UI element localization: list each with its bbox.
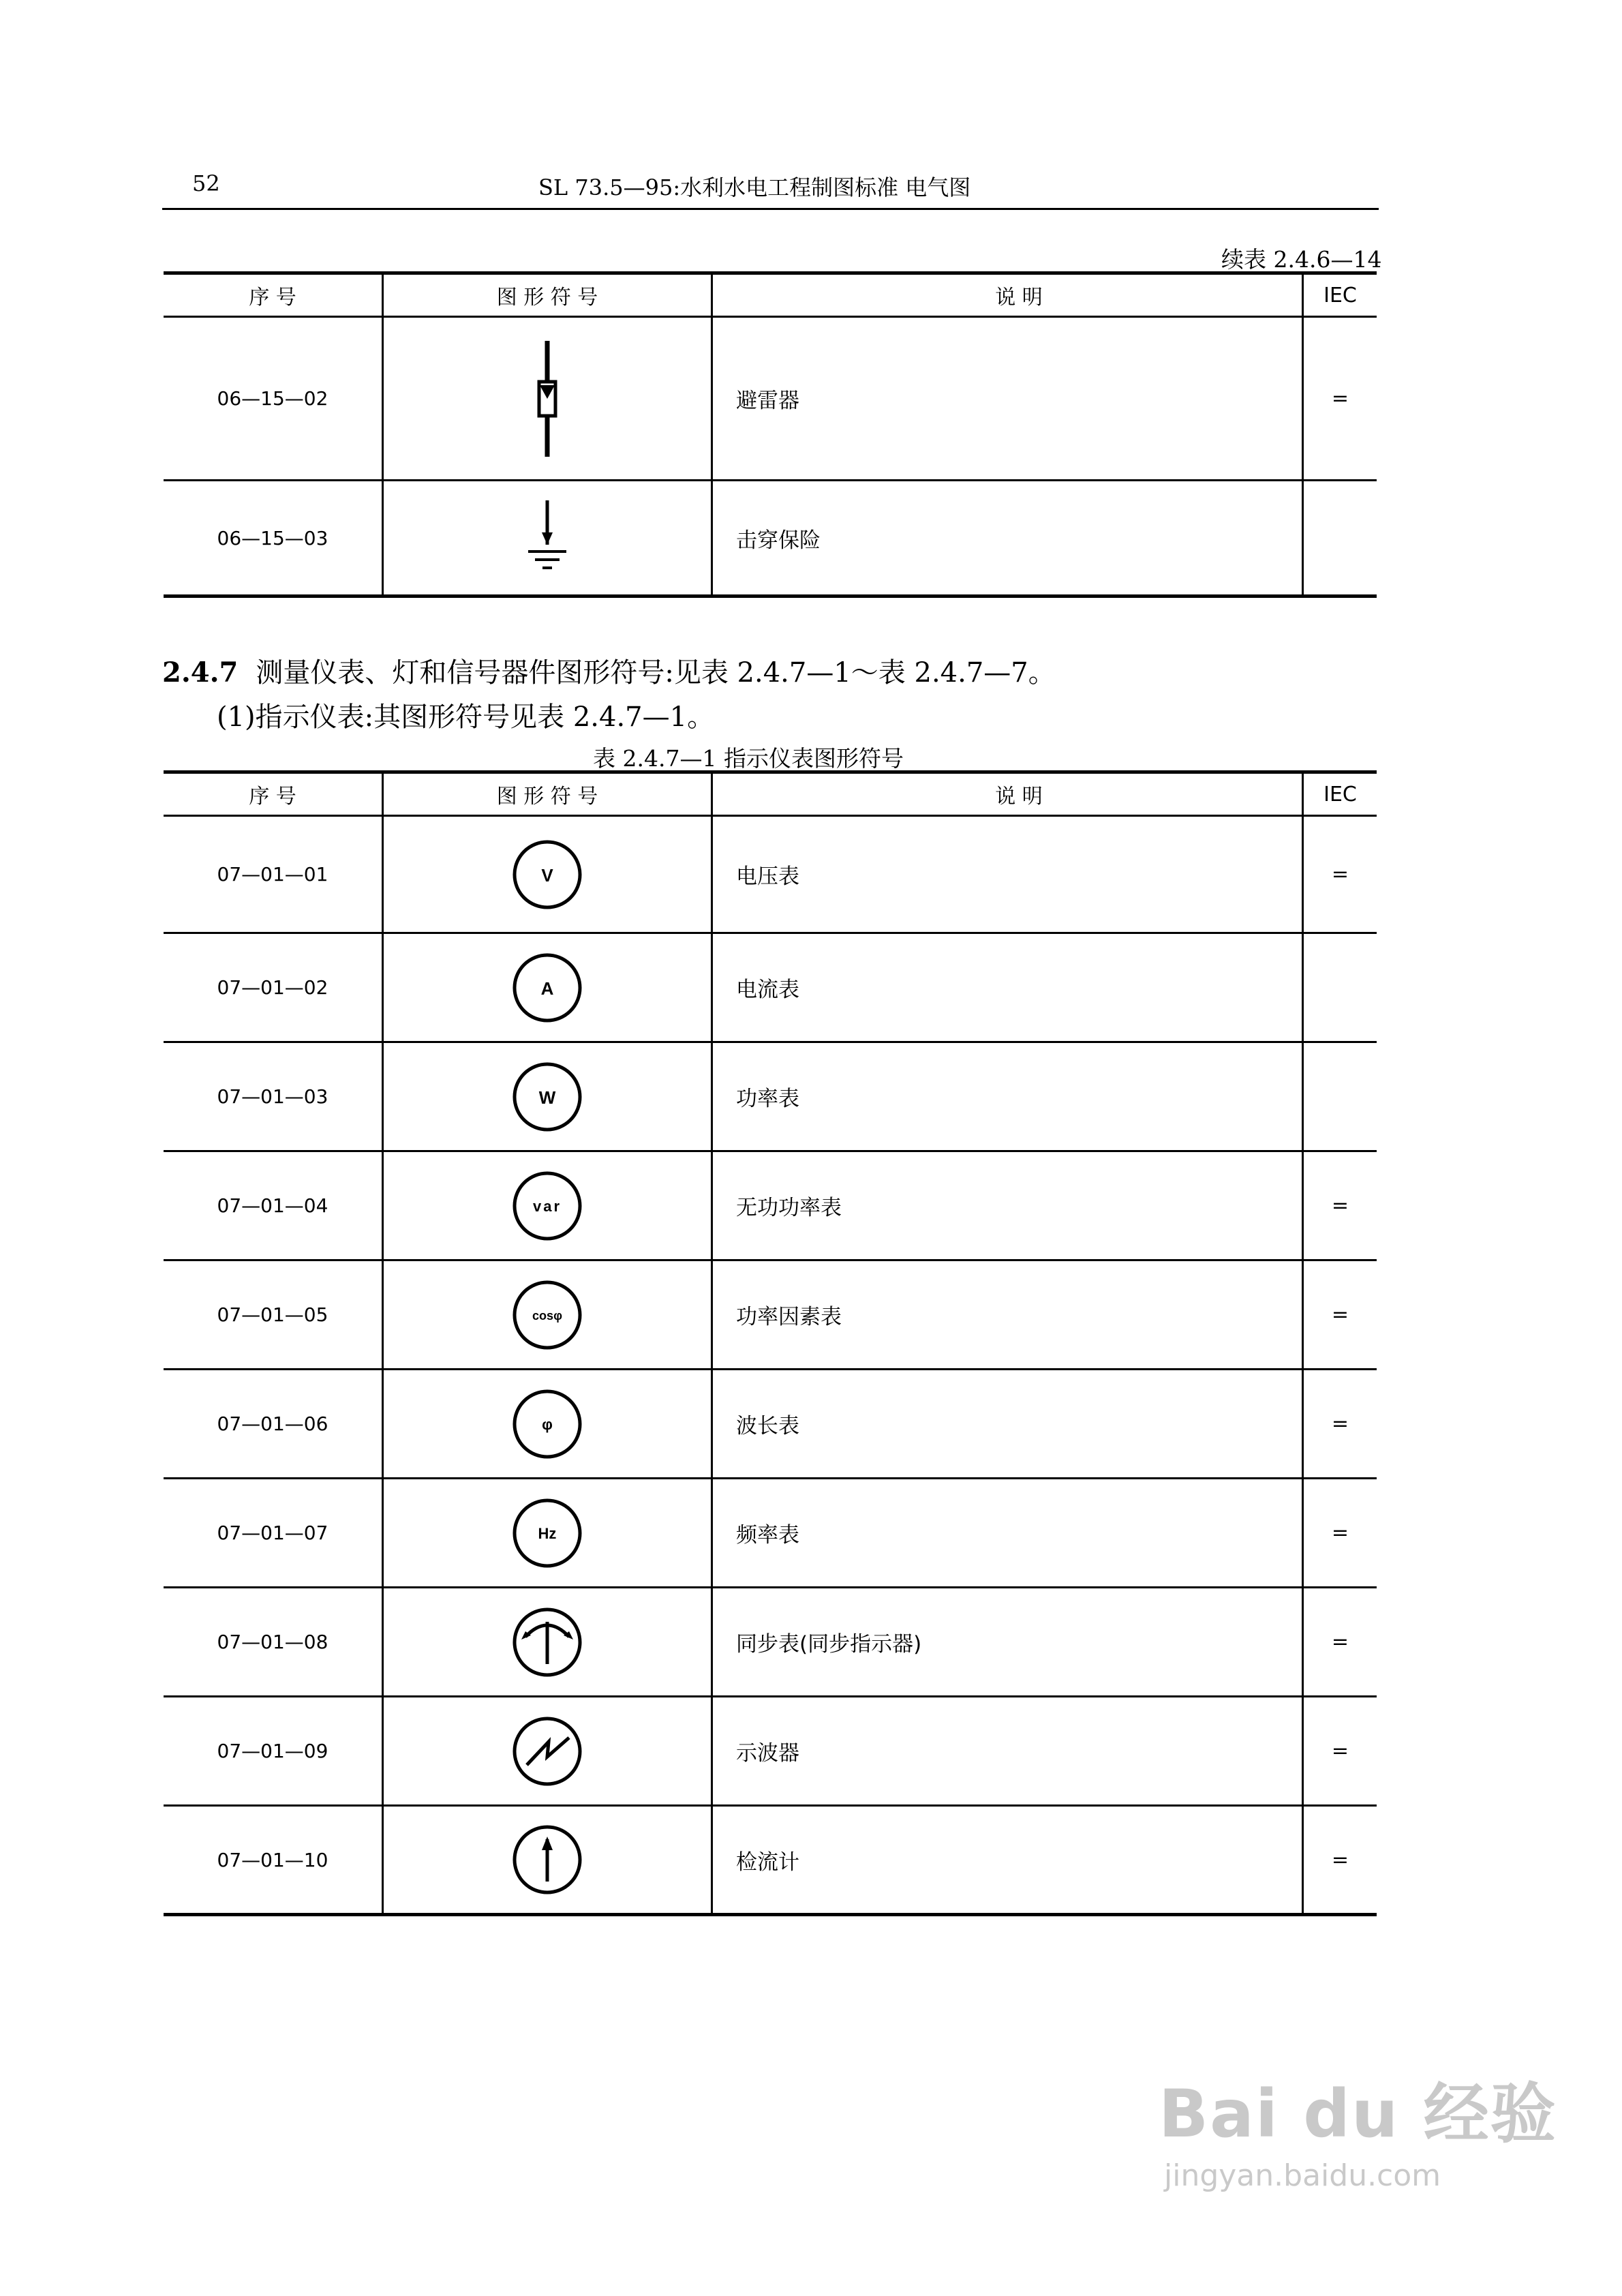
table-row <box>164 1042 1377 1151</box>
col-header-desc: 说 明 <box>712 273 1303 317</box>
col-header-iec: IEC <box>1303 772 1377 816</box>
row-iec: = <box>1303 1370 1377 1479</box>
table-row <box>164 1588 1377 1697</box>
varmeter-icon <box>506 1165 588 1247</box>
row-iec <box>1303 933 1377 1042</box>
row-seq: 07—01—02 <box>164 933 383 1042</box>
row-seq: 07—01—03 <box>164 1042 383 1151</box>
row-iec <box>1303 481 1377 596</box>
symbol-cell <box>383 816 712 933</box>
col-header-desc: 说 明 <box>712 772 1303 816</box>
power-factor-meter-icon <box>506 1274 588 1356</box>
table-row <box>164 1697 1377 1806</box>
table-row <box>164 933 1377 1042</box>
row-seq: 07—01—09 <box>164 1697 383 1806</box>
meter-label: var <box>532 1197 562 1215</box>
symbol-cell <box>383 1151 712 1260</box>
symbol-cell <box>383 1806 712 1915</box>
row-seq: 07—01—01 <box>164 816 383 933</box>
table2 <box>164 770 1377 1916</box>
watermark-url: jingyan.baidu.com <box>1164 2158 1441 2193</box>
symbol-cell <box>383 1479 712 1588</box>
symbol-cell <box>383 481 712 596</box>
table-row <box>164 1260 1377 1370</box>
row-seq: 07—01—05 <box>164 1260 383 1370</box>
meter-label: V <box>541 864 553 886</box>
table-row <box>164 481 1377 596</box>
section-text: 测量仪表、灯和信号器件图形符号:见表 2.4.7—1～表 2.4.7—7。 <box>256 657 1056 689</box>
table-row <box>164 1151 1377 1260</box>
row-desc: 电流表 <box>712 933 1303 1042</box>
galvanometer-icon <box>506 1819 588 1901</box>
row-iec: = <box>1303 1806 1377 1915</box>
row-desc: 电压表 <box>712 816 1303 933</box>
symbol-cell <box>383 1042 712 1151</box>
row-iec: = <box>1303 816 1377 933</box>
section-heading <box>162 651 1056 690</box>
row-desc: 避雷器 <box>712 317 1303 481</box>
table1 <box>164 271 1377 598</box>
row-iec: = <box>1303 1151 1377 1260</box>
meter-label: Hz <box>538 1524 557 1542</box>
ammeter-icon <box>506 947 588 1029</box>
voltmeter-icon <box>506 834 588 916</box>
symbol-cell <box>383 1370 712 1479</box>
row-desc: 功率表 <box>712 1042 1303 1151</box>
table-row <box>164 816 1377 933</box>
row-iec: = <box>1303 1697 1377 1806</box>
row-iec <box>1303 1042 1377 1151</box>
meter-label: A <box>540 978 554 999</box>
row-seq: 07—01—04 <box>164 1151 383 1260</box>
meter-label: cosφ <box>532 1308 562 1323</box>
row-seq: 07—01—10 <box>164 1806 383 1915</box>
table-row <box>164 1370 1377 1479</box>
table1-caption: 续表 2.4.6—14 <box>1221 246 1382 273</box>
section-number: 2.4.7 <box>162 656 239 689</box>
surge-arrester-icon <box>520 337 575 460</box>
row-desc: 波长表 <box>712 1370 1303 1479</box>
row-iec: = <box>1303 1260 1377 1370</box>
table-row <box>164 1806 1377 1915</box>
row-desc: 同步表(同步指示器) <box>712 1588 1303 1697</box>
row-iec: = <box>1303 317 1377 481</box>
table-row <box>164 317 1377 481</box>
watermark-brand: Bai du 经验 <box>1159 2076 1557 2152</box>
meter-label: φ <box>542 1415 553 1433</box>
row-desc: 检流计 <box>712 1806 1303 1915</box>
page-number: 52 <box>192 170 220 196</box>
running-title: SL 73.5—95:水利水电工程制图标准 电气图 <box>538 175 971 200</box>
oscilloscope-icon <box>506 1710 588 1792</box>
table2-caption: 表 2.4.7—1 指示仪表图形符号 <box>593 745 904 772</box>
subsection-text: (1)指示仪表:其图形符号见表 2.4.7—1。 <box>217 701 715 733</box>
col-header-symbol: 图 形 符 号 <box>383 273 712 317</box>
row-seq: 06—15—03 <box>164 481 383 596</box>
symbol-cell <box>383 317 712 481</box>
header-rule <box>162 208 1379 210</box>
breakdown-fuse-icon <box>520 497 575 579</box>
row-iec: = <box>1303 1588 1377 1697</box>
row-seq: 06—15—02 <box>164 317 383 481</box>
row-desc: 频率表 <box>712 1479 1303 1588</box>
symbol-cell <box>383 1588 712 1697</box>
col-header-iec: IEC <box>1303 273 1377 317</box>
symbol-cell <box>383 1260 712 1370</box>
symbol-cell <box>383 933 712 1042</box>
col-header-seq: 序 号 <box>164 273 383 317</box>
col-header-seq: 序 号 <box>164 772 383 816</box>
row-desc: 功率因素表 <box>712 1260 1303 1370</box>
watermark <box>1159 2062 1557 2193</box>
meter-label: W <box>538 1087 556 1108</box>
symbol-cell <box>383 1697 712 1806</box>
row-desc: 击穿保险 <box>712 481 1303 596</box>
row-seq: 07—01—07 <box>164 1479 383 1588</box>
frequency-meter-icon <box>506 1492 588 1574</box>
row-desc: 无功功率表 <box>712 1151 1303 1260</box>
row-desc: 示波器 <box>712 1697 1303 1806</box>
wattmeter-icon <box>506 1056 588 1138</box>
row-iec: = <box>1303 1479 1377 1588</box>
synchroscope-icon <box>506 1601 588 1683</box>
col-header-symbol: 图 形 符 号 <box>383 772 712 816</box>
wavemeter-icon <box>506 1383 588 1465</box>
row-seq: 07—01—06 <box>164 1370 383 1479</box>
row-seq: 07—01—08 <box>164 1588 383 1697</box>
table-row <box>164 1479 1377 1588</box>
